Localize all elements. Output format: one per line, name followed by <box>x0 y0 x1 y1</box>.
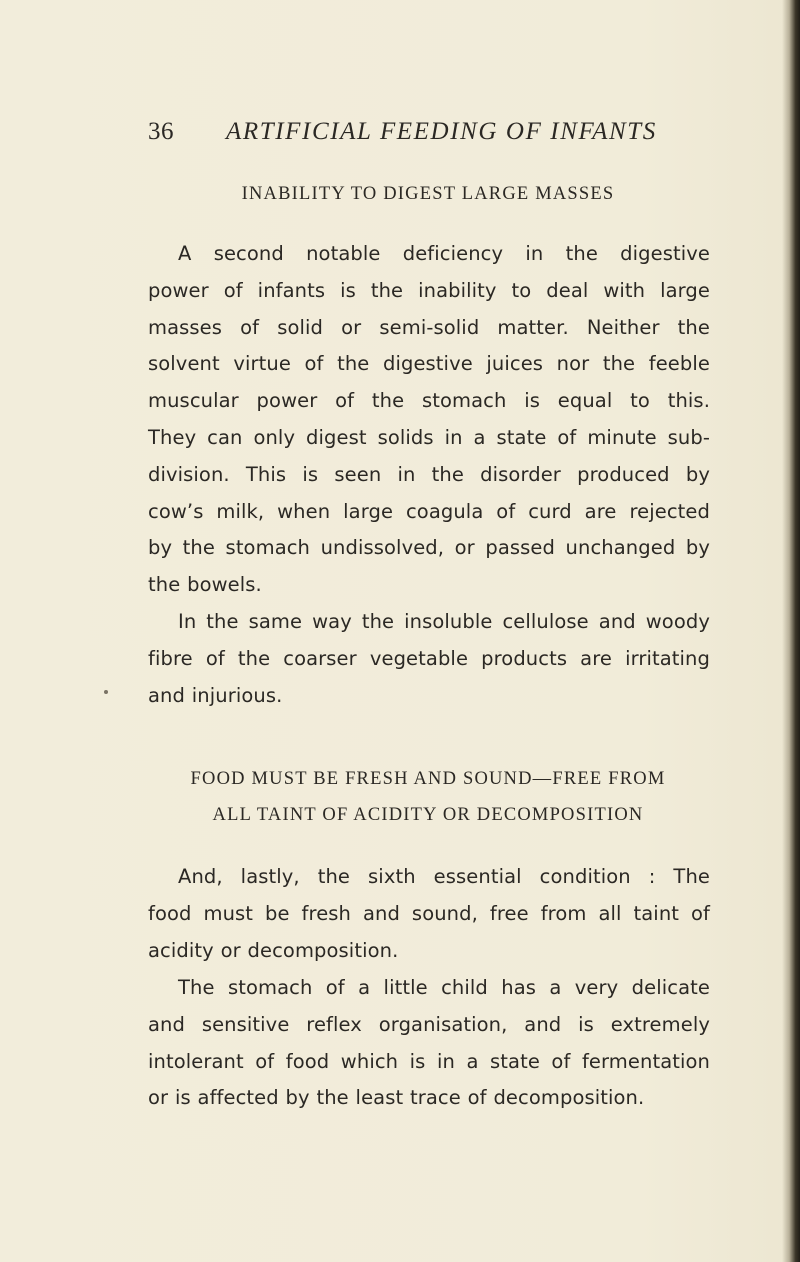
text-line: and injurious. <box>148 683 283 707</box>
text-line: power of infants is the inability to deal with large <box>148 278 710 302</box>
text-line: acidity or decomposition. <box>148 938 399 962</box>
text-line: intolerant of food which is in a state of fermentation <box>148 1049 710 1073</box>
text-line: and sensitive reflex organisation, and is extremely <box>148 1012 710 1036</box>
text-line: or is affected by the least trace of decomposition. <box>148 1086 645 1110</box>
text-line: They can only digest solids in a state of minute sub- <box>148 425 710 449</box>
text-line: cow’s milk, when large coagula of curd are rejected <box>148 499 710 523</box>
text-line: A second notable deficiency in the digestive <box>178 242 710 265</box>
text-line: And, lastly, the sixth essential condition : The <box>178 865 710 888</box>
text-line: food must be fresh and sound, free from all taint of <box>148 901 710 925</box>
section-heading-line: FOOD MUST BE FRESH AND SOUND—FREE FROM <box>190 769 666 789</box>
paragraph-sixth-condition <box>148 859 710 969</box>
text-line: masses of solid or semi-solid matter. Neither the <box>148 315 710 339</box>
text-line: muscular power of the stomach is equal to this. <box>148 389 710 413</box>
paragraph-cellulose <box>148 604 710 714</box>
section-heading-line: INABILITY TO DIGEST LARGE MASSES <box>241 184 615 204</box>
section-heading-fresh-food <box>148 761 708 833</box>
running-head <box>148 114 708 150</box>
paragraph-stomach-reflex <box>148 970 710 1117</box>
text-line: solvent virtue of the digestive juices nor the feeble <box>148 352 710 376</box>
paper-speck <box>104 690 108 694</box>
text-line: the bowels. <box>148 573 262 597</box>
paragraph-deficiency <box>148 236 710 604</box>
text-line: The stomach of a little child has a very delicate <box>178 976 710 999</box>
section-heading-line: ALL TAINT OF ACIDITY OR DECOMPOSITION <box>212 805 644 825</box>
text-line: fibre of the coarser vegetable products are irritating <box>148 646 710 670</box>
book-title: ARTIFICIAL FEEDING OF INFANTS <box>226 118 657 145</box>
page-edge-shadow <box>782 0 800 1262</box>
page-number: 36 <box>148 118 174 145</box>
section-heading-inability <box>148 176 708 212</box>
text-line: In the same way the insoluble cellulose and woody <box>178 610 710 633</box>
text-line: by the stomach undissolved, or passed unchanged by <box>148 536 710 560</box>
text-line: division. This is seen in the disorder produced by <box>148 462 710 486</box>
